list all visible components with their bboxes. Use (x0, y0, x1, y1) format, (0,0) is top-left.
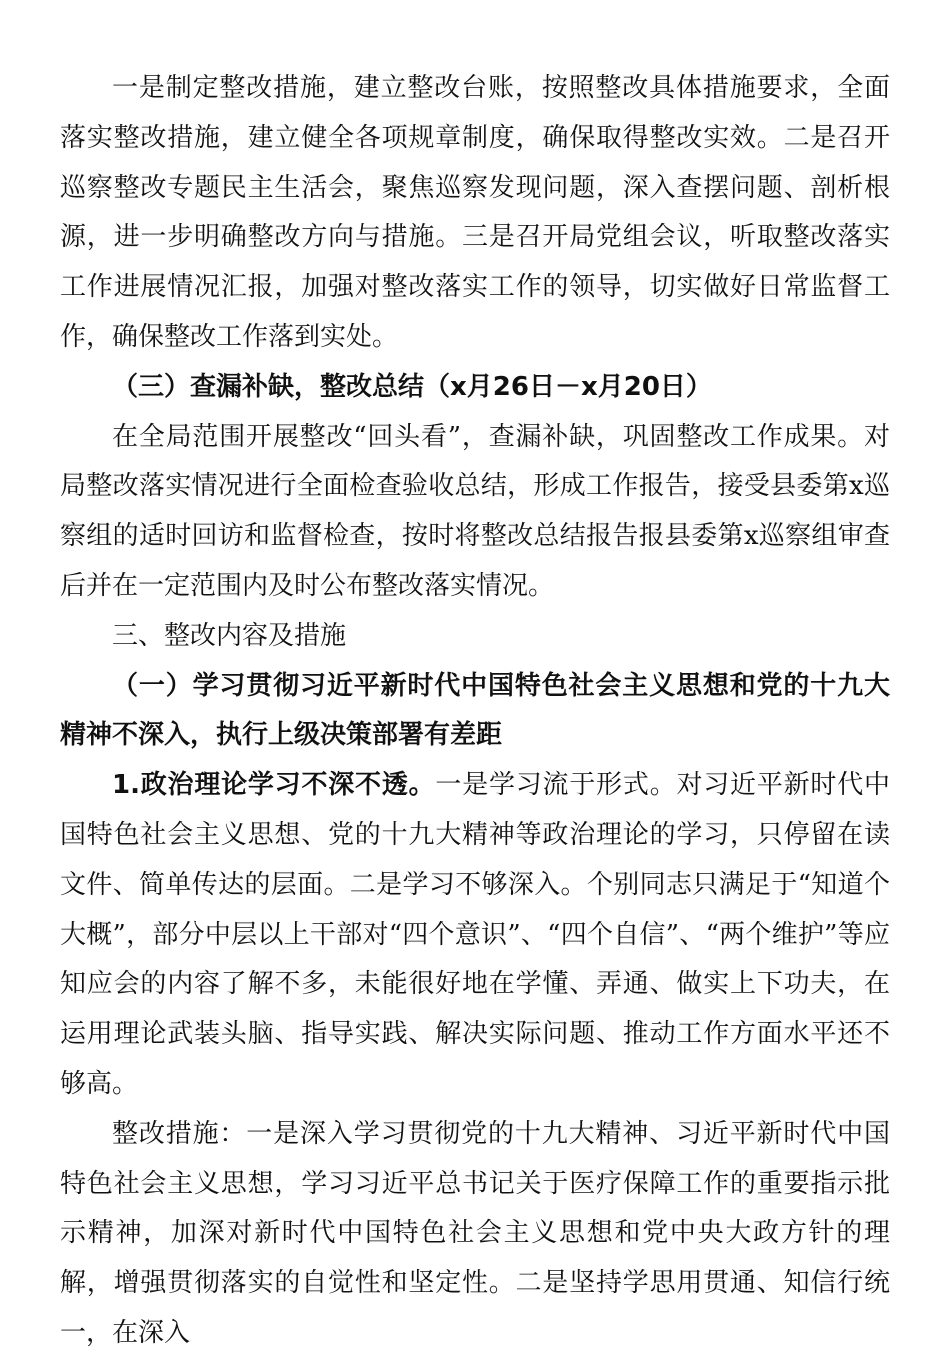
paragraph-rectification-actions: 整改措施：一是深入学习贯彻党的十九大精神、习近平新时代中国特色社会主义思想，学习习近平总书记关于医疗保障工作的重要指示批示精神，加深对新时代中国特色社会主义思想和党中央大政方针的理解，增强贯彻落实的自觉性和坚定性。二是坚持学思用贯通、知信行统一，在深入 (60, 1118, 890, 1348)
paragraph-rectification-measures: 一是制定整改措施，建立整改台账，按照整改具体措施要求，全面落实整改措施，建立健全各项规章制度，确保取得整改实效。二是召开巡察整改专题民主生活会，聚焦巡察发现问题，深入查摆问题、剖析根源，进一步明确整改方向与措施。三是召开局党组会议，听取整改落实工作进展情况汇报，加强对整改落实工作的领导，切实做好日常监督工作，确保整改工作落到实处。 (60, 73, 890, 352)
document-page (60, 64, 890, 1359)
item-lead-political-theory: 1.政治理论学习不深不透。 (112, 770, 436, 801)
paragraph-look-back: 在全局范围开展整改“回头看”，查漏补缺，巩固整改工作成果。对局整改落实情况进行全面检查验收总结，形成工作报告，接受县委第x巡察组的适时回访和监督检查，按时将整改总结报告报县委第x巡察组审查后并在一定范围内及时公布整改落实情况。 (60, 421, 890, 601)
paragraph-political-theory-study (60, 761, 890, 1110)
section-title-content-and-measures: 三、整改内容及措施 (112, 620, 347, 651)
heading-check-and-summary: （三）查漏补缺，整改总结（x月26日－x月20日） (112, 371, 712, 402)
heading-study-implementation: （一）学习贯彻习近平新时代中国特色社会主义思想和党的十九大精神不深入，执行上级决策部署有差距 (60, 670, 890, 751)
item-body-political-theory: 一是学习流于形式。对习近平新时代中国特色社会主义思想、党的十九大精神等政治理论的学习，只停留在读文件、简单传达的层面。二是学习不够深入。个别同志只满足于“知道个大概”，部分中层以上干部对“四个意识”、“四个自信”、“两个维护”等应知应会的内容了解不多，未能很好地在学懂、弄通、做实上下功夫，在运用理论武装头脑、指导实践、解决实际问题、推动工作方面水平还不够高。 (60, 770, 890, 1099)
